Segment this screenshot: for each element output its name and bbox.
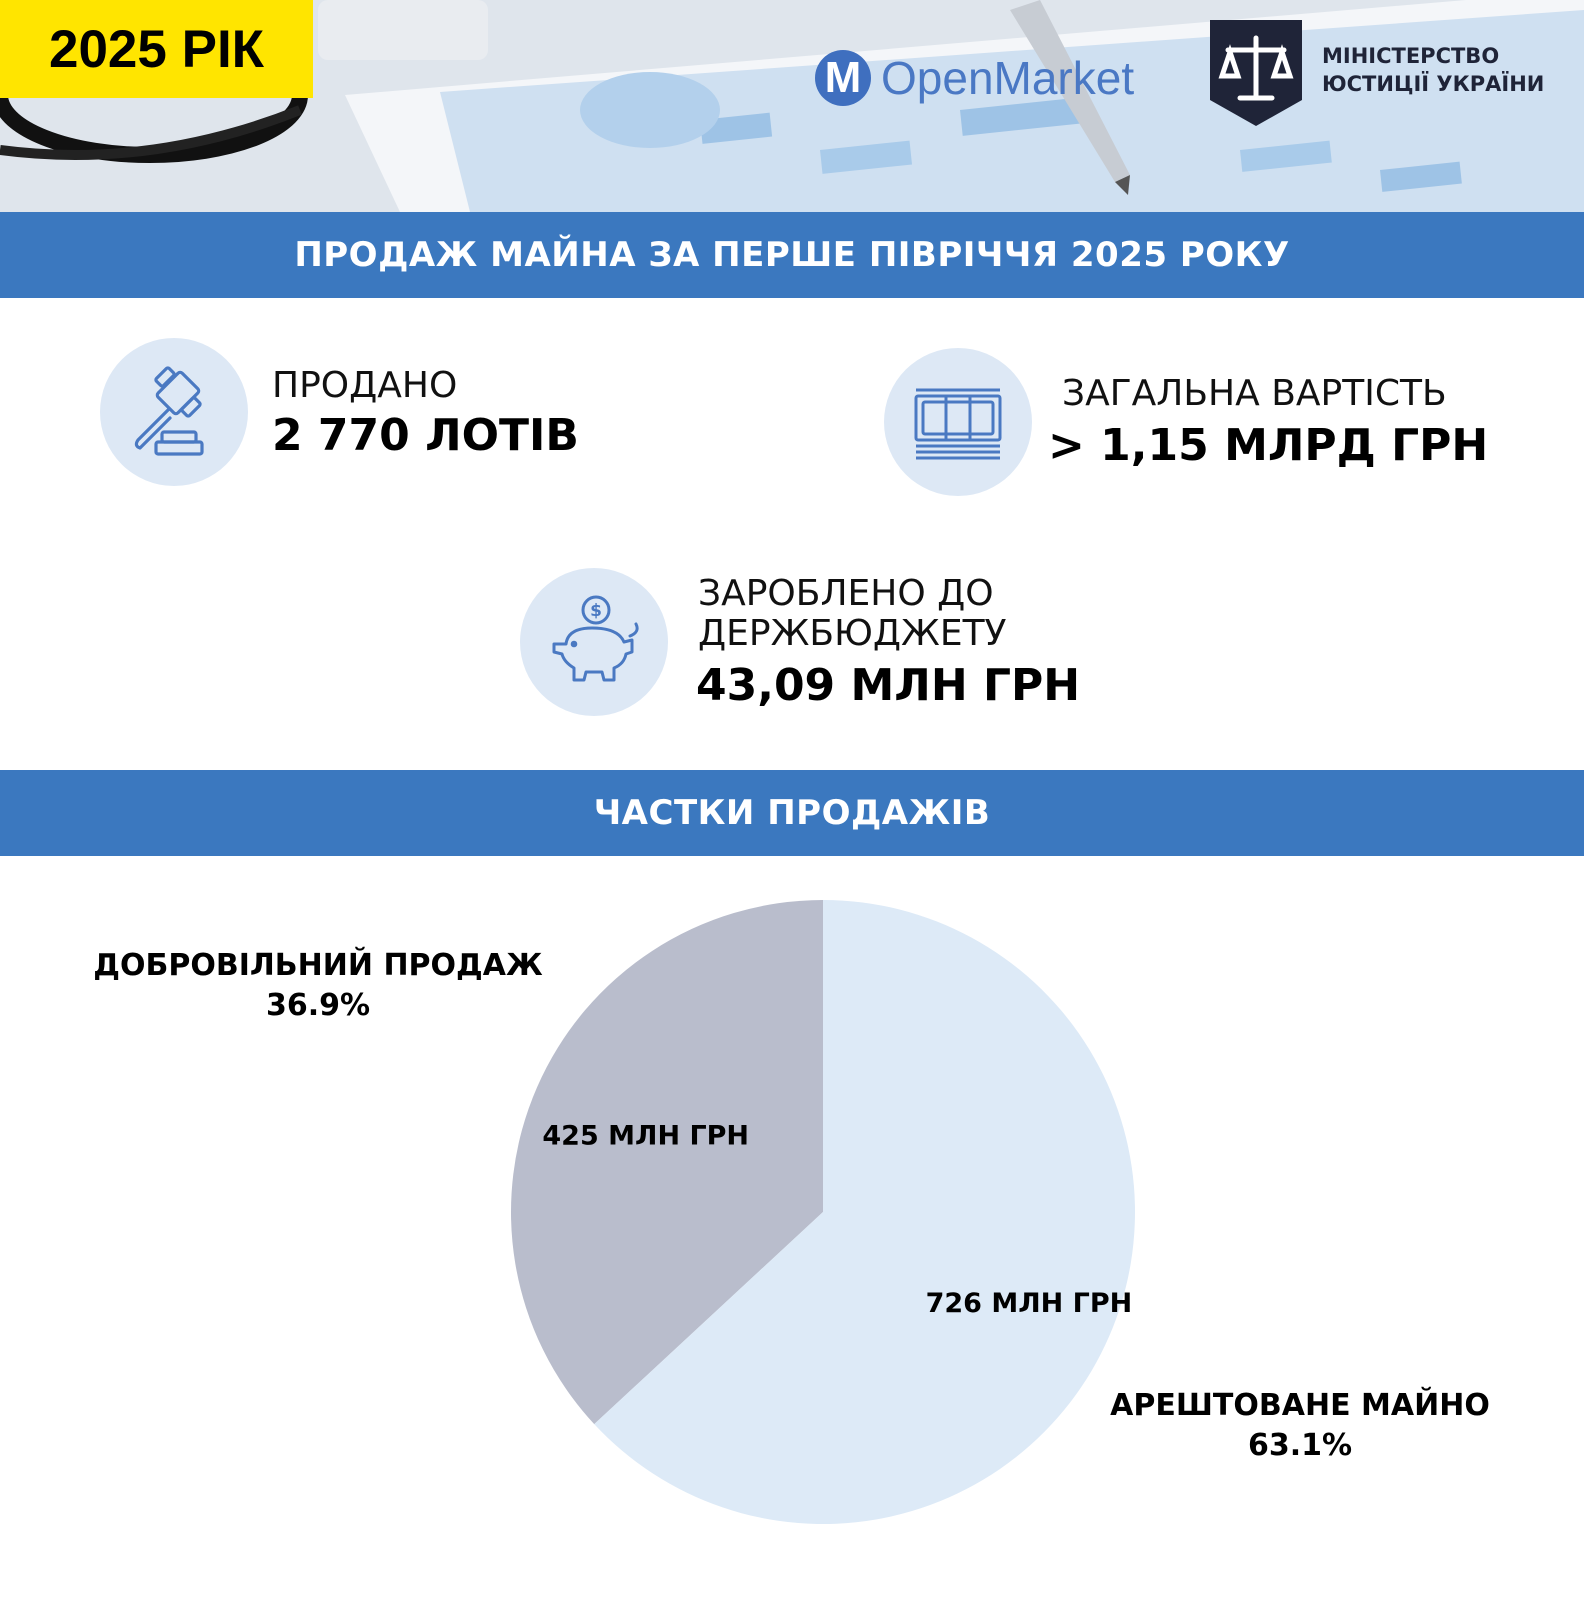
sales-share-pie-chart [0, 860, 1584, 1600]
stat-budget-label-line1: ЗАРОБЛЕНО ДО [698, 573, 994, 614]
ministry-name-line2: ЮСТИЦІЇ УКРАЇНИ [1322, 72, 1545, 96]
pie-percent-label-arrested: 63.1% [1247, 1428, 1353, 1463]
pie-value-label-voluntary: 425 МЛН ГРН [542, 1120, 750, 1152]
pie-name-label-voluntary: ДОБРОВІЛЬНИЙ ПРОДАЖ [93, 948, 543, 983]
openmarket-logo [815, 46, 1165, 110]
stat-budget-label-line2: ДЕРЖБЮДЖЕТУ [698, 613, 1007, 654]
section-title-sales: ПРОДАЖ МАЙНА ЗА ПЕРШЕ ПІВРІЧЧЯ 2025 РОКУ [294, 235, 1290, 275]
gavel-icon [124, 362, 224, 462]
year-badge [0, 0, 313, 98]
openmarket-name: OpenMarket [881, 52, 1135, 104]
pie-percent-label-voluntary: 36.9% [265, 988, 371, 1023]
pie-value-label-arrested: 726 МЛН ГРН [925, 1287, 1133, 1319]
stat-budget-value: 43,09 МЛН ГРН [696, 660, 1081, 711]
piggy-bank-icon-circle [520, 568, 668, 716]
section-bar-sales [0, 212, 1584, 298]
pie-name-label-arrested: АРЕШТОВАНЕ МАЙНО [1110, 1388, 1490, 1423]
svg-text:$: $ [590, 601, 602, 621]
banknotes-icon-circle [884, 348, 1032, 496]
ministry-name-line1: МІНІСТЕРСТВО [1322, 44, 1500, 68]
stat-total-value: > 1,15 МЛРД ГРН [1048, 420, 1489, 471]
banknotes-icon [908, 372, 1008, 472]
stat-sold-label: ПРОДАНО [272, 365, 458, 406]
ministry-scales-icon [1210, 20, 1302, 126]
openmarket-mark-icon: M [815, 50, 871, 106]
gavel-icon-circle [100, 338, 248, 486]
ministry-name [1322, 42, 1544, 98]
section-title-shares: ЧАСТКИ ПРОДАЖІВ [593, 793, 991, 833]
stat-sold-value: 2 770 ЛОТІВ [272, 410, 579, 461]
piggy-bank-icon [544, 592, 644, 692]
year-badge-text: 2025 РІК [48, 19, 265, 79]
hero-banner [0, 0, 1584, 212]
section-bar-shares [0, 770, 1584, 856]
stat-total-label: ЗАГАЛЬНА ВАРТІСТЬ [1062, 373, 1447, 414]
